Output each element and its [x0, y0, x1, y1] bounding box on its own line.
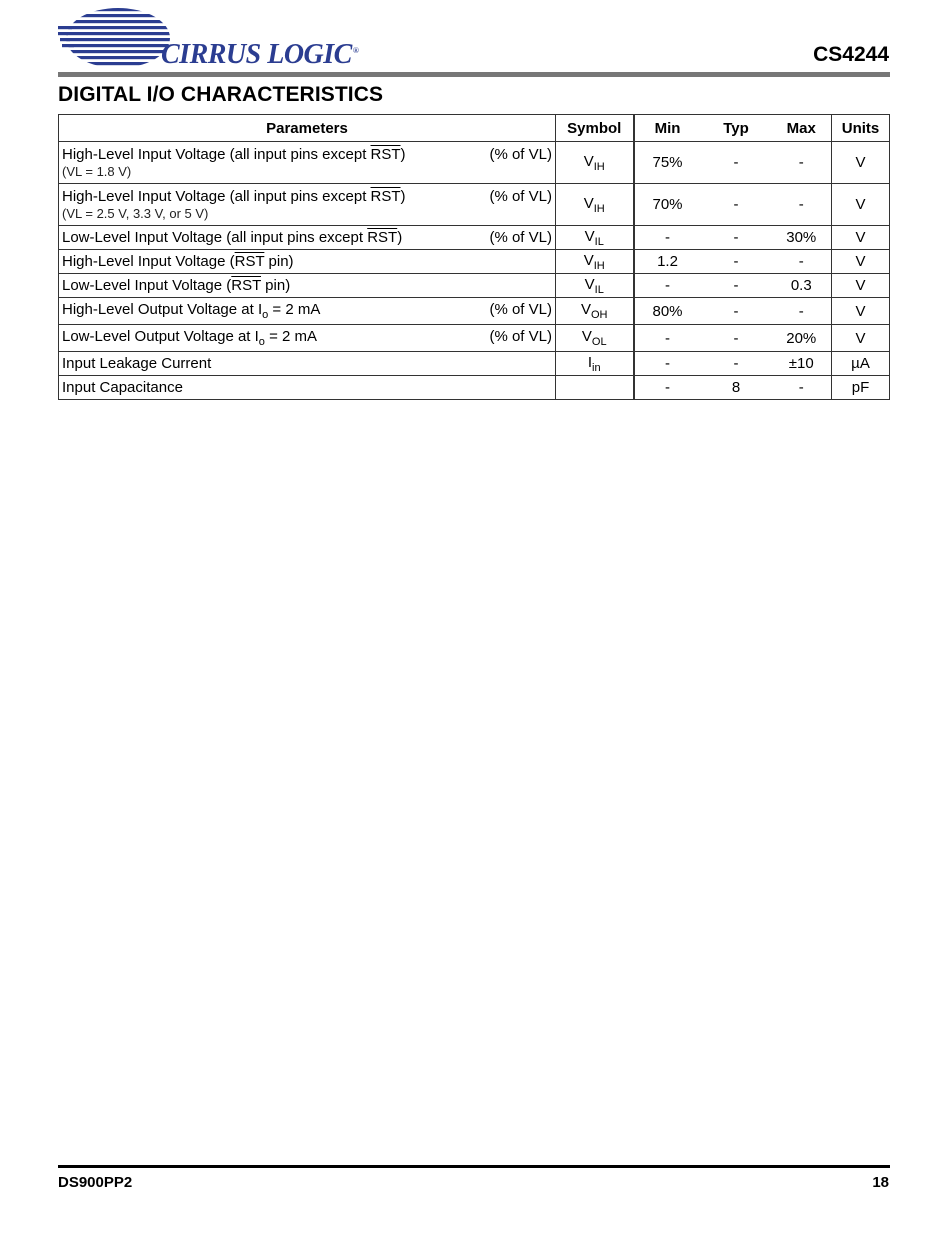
- units-cell: V: [832, 298, 890, 325]
- typ-cell: 8: [701, 376, 772, 400]
- max-cell: -: [772, 298, 832, 325]
- units-cell: V: [832, 184, 890, 226]
- param-text: Low-Level Input Voltage (all input pins except $\overline{RST}$): [62, 229, 403, 246]
- param-text: High-Level Input Voltage ($\overline{RST}$ pin): [62, 253, 294, 270]
- param-text: High-Level Input Voltage (all input pins except $\overline{RST}$): [62, 146, 406, 163]
- digital-io-table: [58, 114, 890, 400]
- max-cell: 0.3: [772, 274, 832, 298]
- param-text: Low-Level Output Voltage at $I_o = 2$ mA: [62, 328, 318, 348]
- param-text: Input Leakage Current: [62, 355, 212, 372]
- param-cell: [59, 226, 556, 250]
- typ-cell: -: [701, 298, 772, 325]
- param-condition: (% of VL): [489, 229, 552, 246]
- param-note: (VL = 2.5 V, 3.3 V, or 5 V): [62, 206, 209, 221]
- typ-cell: -: [701, 325, 772, 352]
- logo-globe-icon: [58, 6, 170, 70]
- min-cell: 70%: [634, 184, 701, 226]
- param-cell: [59, 298, 556, 325]
- param-condition: (% of VL): [489, 188, 552, 205]
- param-note: (VL = 1.8 V): [62, 164, 132, 179]
- max-cell: 20%: [772, 325, 832, 352]
- table-row: [59, 184, 890, 226]
- symbol-cell: $I_{in}$: [556, 352, 634, 376]
- document-id: DS900PP2: [58, 1174, 133, 1191]
- symbol-cell: $V_{IH}$: [556, 250, 634, 274]
- max-cell: ±10: [772, 352, 832, 376]
- symbol-cell: $V_{IH}$: [556, 184, 634, 226]
- param-text: Input Capacitance: [62, 379, 183, 396]
- min-cell: -: [634, 376, 701, 400]
- param-condition: (% of VL): [489, 146, 552, 163]
- table-row: [59, 325, 890, 352]
- param-condition: (% of VL): [489, 301, 552, 318]
- max-cell: -: [772, 184, 832, 226]
- typ-cell: -: [701, 274, 772, 298]
- col-header-typ: Typ: [701, 115, 772, 142]
- symbol-cell: $V_{IH}$: [556, 142, 634, 184]
- table-row: [59, 376, 890, 400]
- symbol-cell: $V_{OL}$: [556, 325, 634, 352]
- col-header-max: Max: [772, 115, 832, 142]
- col-header-min: Min: [634, 115, 701, 142]
- typ-cell: -: [701, 226, 772, 250]
- typ-cell: -: [701, 142, 772, 184]
- table-row: [59, 274, 890, 298]
- param-cell: [59, 184, 556, 226]
- part-number: CS4244: [813, 43, 889, 66]
- typ-cell: -: [701, 184, 772, 226]
- col-header-parameters: Parameters: [59, 115, 556, 142]
- max-cell: -: [772, 250, 832, 274]
- min-cell: 1.2: [634, 250, 701, 274]
- units-cell: µA: [832, 352, 890, 376]
- min-cell: -: [634, 274, 701, 298]
- param-cell: [59, 352, 556, 376]
- col-header-symbol: Symbol: [556, 115, 634, 142]
- table-row: [59, 142, 890, 184]
- units-cell: V: [832, 274, 890, 298]
- min-cell: -: [634, 325, 701, 352]
- symbol-cell: [556, 376, 634, 400]
- min-cell: 80%: [634, 298, 701, 325]
- min-cell: -: [634, 352, 701, 376]
- section-title: DIGITAL I/O CHARACTERISTICS: [58, 83, 384, 106]
- param-condition: (% of VL): [489, 328, 552, 345]
- header-rule: [58, 72, 890, 77]
- footer-rule: [58, 1165, 890, 1168]
- symbol-cell: $V_{IL}$: [556, 274, 634, 298]
- param-text: Low-Level Input Voltage ($\overline{RST}$ pin): [62, 277, 291, 294]
- units-cell: V: [832, 250, 890, 274]
- max-cell: -: [772, 142, 832, 184]
- table-header-row: [59, 115, 890, 142]
- max-cell: -: [772, 376, 832, 400]
- param-cell: [59, 142, 556, 184]
- symbol-cell: $V_{OH}$: [556, 298, 634, 325]
- units-cell: V: [832, 226, 890, 250]
- typ-cell: -: [701, 352, 772, 376]
- symbol-cell: $V_{IL}$: [556, 226, 634, 250]
- cirrus-logic-logo: [58, 6, 358, 70]
- page-number: 18: [872, 1174, 889, 1191]
- max-cell: 30%: [772, 226, 832, 250]
- typ-cell: -: [701, 250, 772, 274]
- units-cell: V: [832, 142, 890, 184]
- logo-text: CIRRUS LOGIC®: [161, 39, 359, 70]
- param-text: High-Level Input Voltage (all input pins except $\overline{RST}$): [62, 188, 406, 205]
- param-cell: [59, 250, 556, 274]
- units-cell: V: [832, 325, 890, 352]
- table-row: [59, 250, 890, 274]
- param-cell: [59, 325, 556, 352]
- col-header-units: Units: [832, 115, 890, 142]
- units-cell: pF: [832, 376, 890, 400]
- param-text: High-Level Output Voltage at $I_o = 2$ mA: [62, 301, 321, 321]
- min-cell: 75%: [634, 142, 701, 184]
- table-row: [59, 298, 890, 325]
- param-cell: [59, 274, 556, 298]
- param-cell: [59, 376, 556, 400]
- table-row: [59, 352, 890, 376]
- min-cell: -: [634, 226, 701, 250]
- table-row: [59, 226, 890, 250]
